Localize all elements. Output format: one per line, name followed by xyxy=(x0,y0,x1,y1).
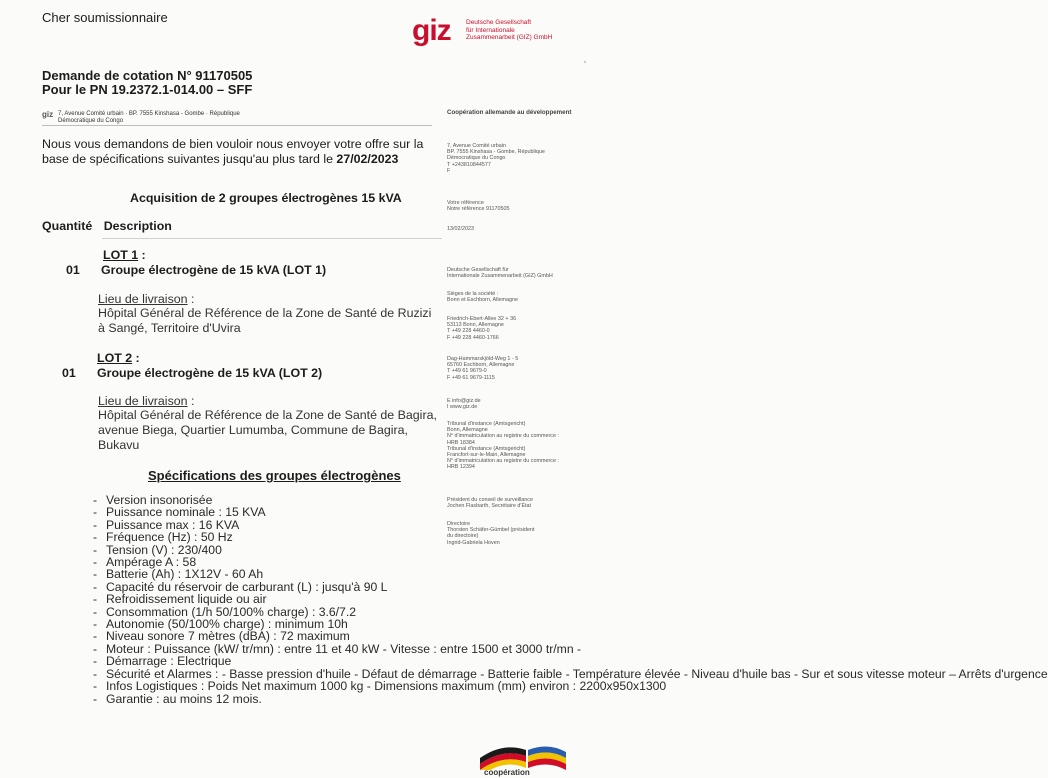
qty-header: Quantité xyxy=(42,219,93,233)
desc-header: Description xyxy=(103,219,172,233)
lot-2-delivery-address: Hôpital Général de Référence de la Zone de Santé de Bagira, avenue Biega, Quartier Lumumba, Commune de Bagira, Bukavu xyxy=(98,408,437,452)
list-item: - Niveau sonore 7 mètres (dBA) : 72 maximum xyxy=(93,630,443,642)
list-item: - Ampérage A : 58 xyxy=(93,556,443,568)
list-item: - Version insonorisée xyxy=(93,494,443,506)
column-headers xyxy=(42,219,180,233)
list-item: - Refroidissement liquide ou air xyxy=(93,593,443,605)
management-board: Directoire Thorsten Schäfer-Gümbel (président du directoire) Ingrid-Gabriela Hoven xyxy=(447,521,535,546)
specs-title: Spécifications des groupes électrogènes xyxy=(148,468,401,483)
list-item: - Moteur : Puissance (kW/ tr/mn) : entre 11 et 40 kW - Vitesse : entre 1500 et 3000 tr/mn - xyxy=(93,643,443,655)
request-number: Demande de cotation N° 91170505 xyxy=(42,68,253,83)
lot-1-label: LOT 1 : xyxy=(103,248,146,262)
lot-1-delivery-address: Hôpital Général de Référence de la Zone de Santé de Ruzizi à Sangé, Territoire d'Uvira xyxy=(98,306,432,335)
cooperation-flag-logo xyxy=(478,740,568,770)
giz-logo-subtitle: Deutsche Gesellschaft für Internationale Zusammenarbeit (GIZ) GmbH xyxy=(466,19,553,41)
sender-address: 7, Avenue Comité urbain · BP. 7555 Kinshasa - Gombe · République Démocratique du Congo xyxy=(58,111,240,124)
corner-mark: ʼ xyxy=(584,60,586,70)
lot-1-delivery-label: Lieu de livraison : xyxy=(98,292,195,306)
list-item: - Démarrage : Electrique xyxy=(93,655,443,667)
lot-1-title: Groupe électrogène de 15 kVA (LOT 1) xyxy=(101,263,327,277)
list-item: - Autonomie (50/100% charge) : minimum 10h xyxy=(93,618,443,630)
list-item: - Infos Logistiques : Poids Net maximum 1000 kg - Dimensions maximum (mm) environ : 2200x950x1300 xyxy=(93,680,443,692)
lot-2-delivery-label: Lieu de livraison : xyxy=(98,394,195,408)
acquisition-title: Acquisition de 2 groupes électrogènes 15 kVA xyxy=(130,191,402,205)
list-item: - Tension (V) : 230/400 xyxy=(93,544,443,556)
divider xyxy=(42,125,432,126)
intro-paragraph: Nous vous demandons de bien vouloir nous envoyer votre offre sur la base de spécifications suivantes jusqu'au plus tard le 27/02/2023 xyxy=(42,137,424,166)
lot-1-qty: 01 xyxy=(66,263,80,277)
list-item: - Capacité du réservoir de carburant (L) : jusqu'à 90 L xyxy=(93,581,443,593)
registry-info: Tribunal d'instance (Amtsgericht) Bonn, Allemagne N° d'immatriculation au registre du commerce : HRB 18384 Tribunal d'instance (Amtsgericht) Francfort-sur-le-Main, Allemagne N° d'immatriculation au registre du commerce : HRB 12394 xyxy=(447,421,559,471)
contact-web: E info@giz.de I www.giz.de xyxy=(447,398,481,411)
cooperation-label: coopération xyxy=(484,768,530,777)
sender-logo: giz xyxy=(42,110,54,119)
list-item: - Puissance nominale : 15 KVA xyxy=(93,506,443,518)
deadline-date: 27/02/2023 xyxy=(336,151,399,166)
list-item: - Puissance max : 16 KVA xyxy=(93,519,443,531)
bonn-address: Friedrich-Ebert-Allee 32 + 36 53113 Bonn, Allemagne T +49 228 4460-0 F +49 228 4460-1766 xyxy=(447,316,517,341)
company-name: Deutsche Gesellschaft für Internationale Zusammenarbeit (GIZ) GmbH xyxy=(447,267,553,280)
list-item: - Batterie (Ah) : 1X12V - 60 Ah xyxy=(93,568,443,580)
office-address: 7, Avenue Comité urbain BP. 7555 Kinshasa - Gombe, République Démocratique du Congo T +243810844577 F xyxy=(447,143,545,174)
eschborn-address: Dag-Hammarskjöld-Weg 1 - 5 65760 Eschborn, Allemagne T +49 61 9679-0 F +49 61 9679-1115 xyxy=(447,356,519,381)
list-item: - Fréquence (Hz) : 50 Hz xyxy=(93,531,443,543)
company-seat: Sièges de la société : Bonn et Eschborn, Allemagne xyxy=(447,291,519,304)
greeting: Cher soumissionnaire xyxy=(42,10,168,25)
lot-2-qty: 01 xyxy=(62,366,76,380)
list-item: - Sécurité et Alarmes : - Basse pression d'huile - Défaut de démarrage - Batterie faible - Température élevée - Niveau d'huile bas - Sur et sous vitesse moteur – Arrêts d'urgence xyxy=(93,668,443,680)
project-number: Pour le PN 19.2372.1-014.00 – SFF xyxy=(42,82,253,97)
list-item: - Garantie : au moins 12 mois. xyxy=(93,693,443,705)
giz-logo: giz xyxy=(412,14,451,47)
letter-date: 13/02/2023 xyxy=(447,226,474,232)
reference: Votre référence Notre référence 91170505 xyxy=(447,200,510,213)
divider xyxy=(102,238,442,239)
supervisory-board: Président du conseil de surveillance Jochen Flasbarth, Secrétaire d'État xyxy=(447,497,534,510)
lot-2-title: Groupe électrogène de 15 kVA (LOT 2) xyxy=(97,366,323,380)
lot-2-label: LOT 2 : xyxy=(97,351,140,365)
coop-title: Coopération allemande au développement xyxy=(447,109,572,116)
list-item: - Consommation (1/h 50/100% charge) : 3.6/7.2 xyxy=(93,606,443,618)
